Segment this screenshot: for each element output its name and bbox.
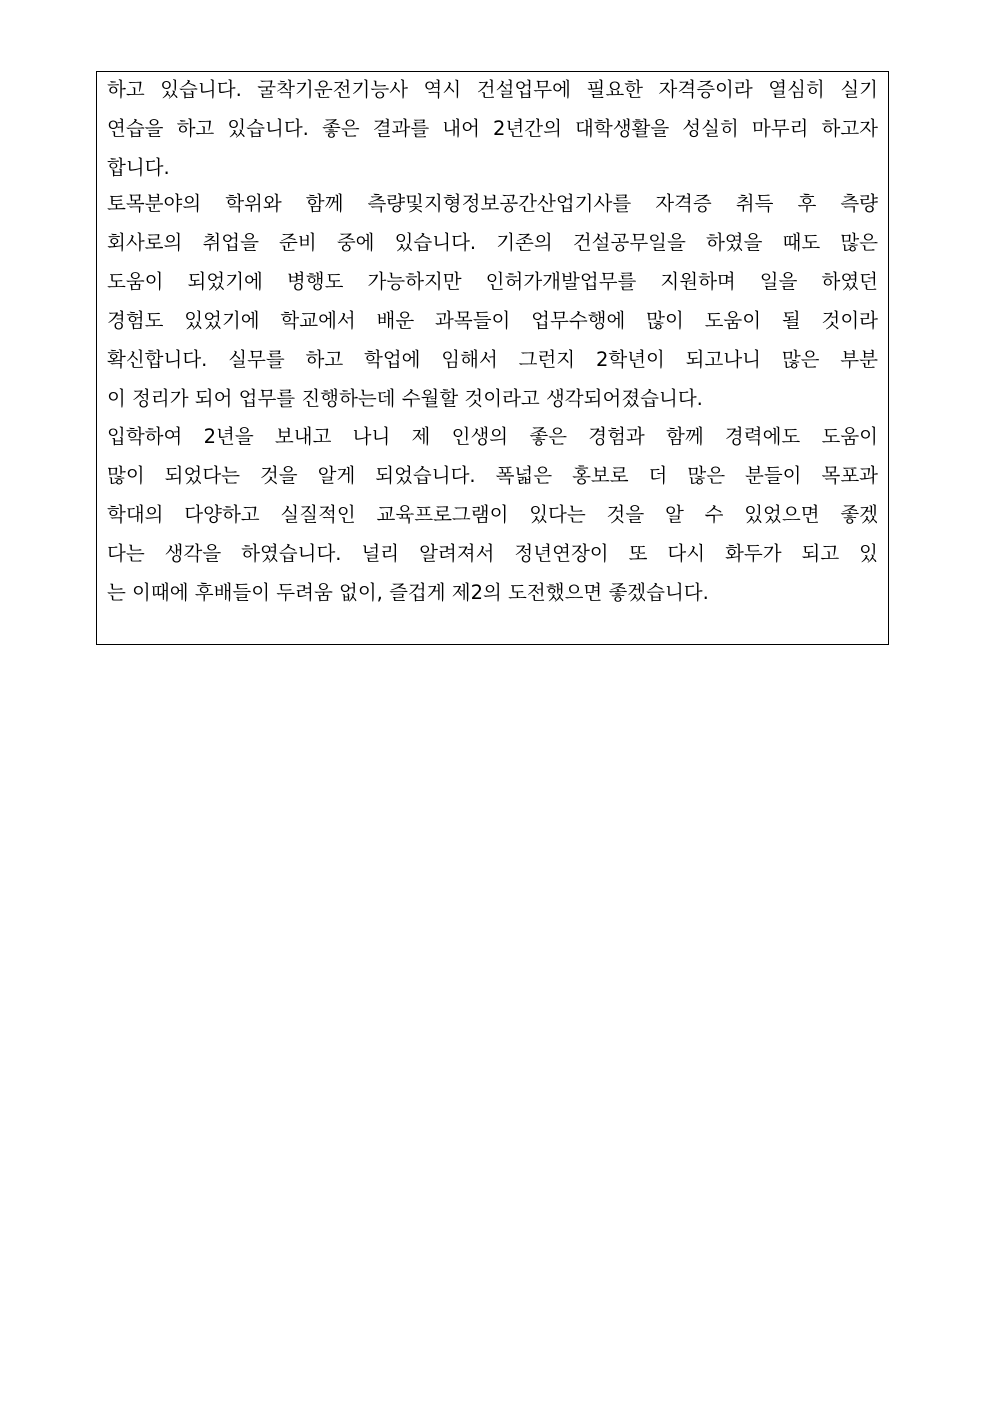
document-text-box [96,71,889,645]
text-line: 는 이때에 후배들이 두려움 없이, 즐겁게 제2의 도전했으면 좋겠습니다. [107,581,709,604]
text-line: 이 정리가 되어 업무를 진행하는데 수월할 것이라고 생각되어졌습니다. [107,387,703,410]
text-line: 회사로의 취업을 준비 중에 있습니다. 기존의 건설공무일을 하였을 때도 많은 [107,231,878,254]
text-line: 토목분야의 학위와 함께 측량및지형정보공간산업기사를 자격증 취득 후 측량 [107,192,878,215]
text-line: 확신합니다. 실무를 하고 학업에 임해서 그런지 2학년이 되고나니 많은 부분 [107,348,878,371]
text-line: 입학하여 2년을 보내고 나니 제 인생의 좋은 경험과 함께 경력에도 도움이 [107,425,878,448]
text-line: 많이 되었다는 것을 알게 되었습니다. 폭넓은 홍보로 더 많은 분들이 목포과 [107,464,878,487]
text-line: 합니다. [107,156,170,179]
text-line: 경험도 있었기에 학교에서 배운 과목들이 업무수행에 많이 도움이 될 것이라 [107,309,878,332]
text-line: 도움이 되었기에 병행도 가능하지만 인허가개발업무를 지원하며 일을 하였던 [107,270,878,293]
text-line: 연습을 하고 있습니다. 좋은 결과를 내어 2년간의 대학생활을 성실히 마무리 하고자 [107,117,878,140]
text-line: 다는 생각을 하였습니다. 널리 알려져서 정년연장이 또 다시 화두가 되고 있 [107,542,878,565]
text-line: 학대의 다양하고 실질적인 교육프로그램이 있다는 것을 알 수 있었으면 좋겠 [107,503,878,526]
text-line: 하고 있습니다. 굴착기운전기능사 역시 건설업무에 필요한 자격증이라 열심히 실기 [107,78,878,101]
